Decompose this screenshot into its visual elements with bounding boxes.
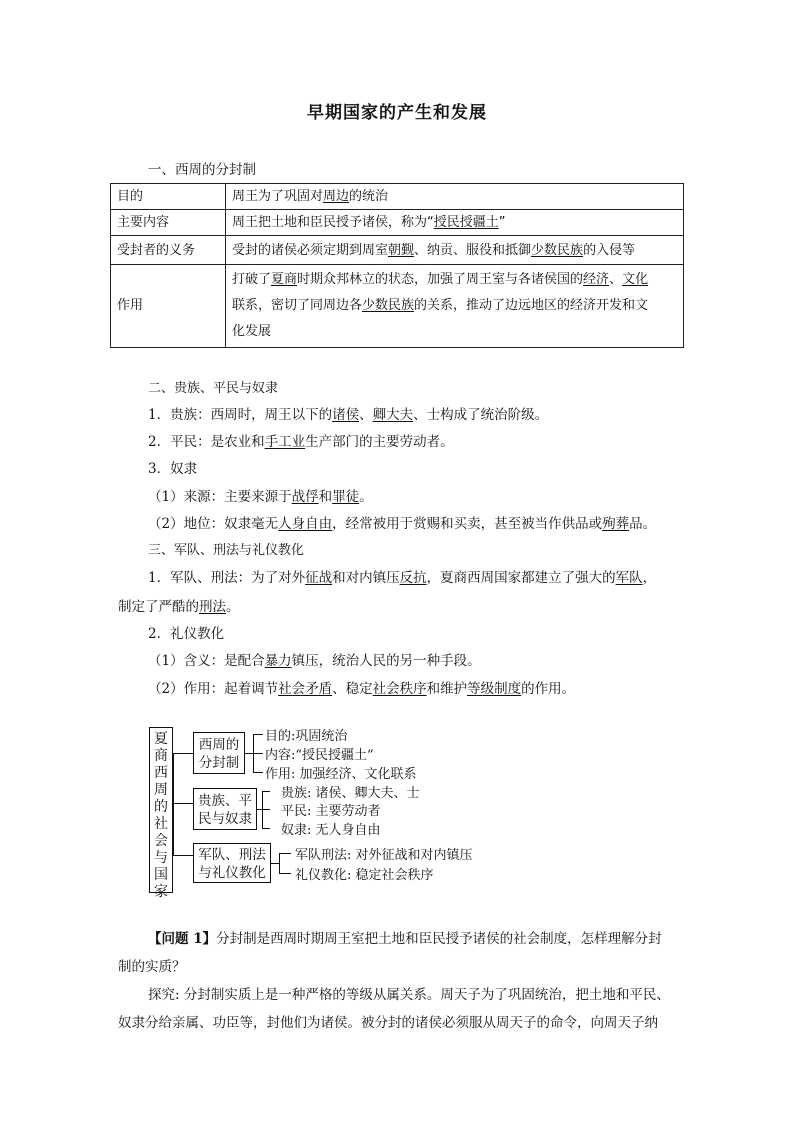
diagram-box-label: 民与奴隶 [198, 811, 252, 827]
paragraph: 2．礼仪教化 [148, 626, 225, 642]
table-value: 受封的诸侯必须定期到周室朝觐、纳贡、服役和抵御少数民族的入侵等 [226, 236, 684, 265]
table-value: 周王把土地和臣民授予诸侯，称为“授民授疆土” [226, 210, 684, 236]
diagram-box-label: 军队、刑法 [198, 847, 266, 863]
connector [253, 753, 263, 754]
diagram-item: 目的:巩固统治 [265, 729, 348, 744]
connector [173, 753, 174, 855]
diagram-box-label: 与礼仪教化 [198, 865, 266, 881]
connector [245, 753, 253, 754]
diagram-box-label: 西周的 [198, 737, 240, 753]
connector [279, 853, 291, 854]
table-key: 受封者的义务 [111, 236, 226, 265]
table-value: 周王为了巩固对周边的统治 [226, 184, 684, 210]
diagram-item: 作用: 加强经济、文化联系 [265, 767, 417, 782]
connector [253, 772, 263, 773]
diagram-item: 军队刑法: 对外征战和对内镇压 [295, 848, 473, 863]
paragraph: 1．军队、刑法：为了对外征战和对内镇压反抗，夏商西周国家都建立了强大的军队， [148, 570, 657, 586]
diagram-item: 礼仪教化: 稳定社会秩序 [295, 868, 434, 883]
paragraph: （2）作用：起着调节社会矛盾、稳定社会秩序和维护等级制度的作用。 [148, 681, 576, 697]
connector [173, 855, 193, 856]
fengjian-table [110, 183, 684, 348]
diagram-item: 平民: 主要劳动者 [281, 804, 381, 819]
section3-heading: 三、军队、刑法与礼仪教化 [148, 543, 305, 558]
diagram-box-classes [193, 788, 257, 830]
connector [262, 791, 270, 792]
paragraph: 制定了严酷的刑法。 [118, 599, 240, 615]
section1-heading: 一、西周的分封制 [148, 162, 256, 178]
connector [262, 809, 270, 810]
paragraph: 2．平民：是农业和手工业生产部门的主要劳动者。 [148, 434, 454, 450]
answer-line2: 奴隶分给亲属、功臣等，封他们为诸侯。被分封的诸侯必须服从周天子的命令，向周天子纳 [118, 1015, 658, 1031]
connector [271, 863, 279, 864]
diagram-root-label: 夏 商 西 周 的 社 会 与 国 家 [154, 731, 168, 900]
question-text: 分封制是西周时期周王室把土地和臣民授予诸侯的社会制度，怎样理解分封 [216, 931, 662, 947]
table-key: 主要内容 [111, 210, 226, 236]
table-key: 作用 [111, 265, 226, 348]
diagram-root-box [149, 727, 173, 900]
connector [279, 873, 291, 874]
diagram-box-label: 分封制 [198, 755, 240, 771]
table-row [111, 184, 684, 210]
diagram-box-fenfeng [193, 732, 245, 774]
paragraph: （1）来源：主要来源于战俘和罪徒。 [148, 489, 373, 505]
diagram-box-army [193, 843, 271, 883]
table-key: 目的 [111, 184, 226, 210]
table-row [111, 265, 684, 348]
connector [173, 803, 193, 804]
diagram-box-label: 贵族、平 [198, 793, 252, 809]
question-label: 【问题 1】 [148, 931, 217, 947]
paragraph: （1）含义：是配合暴力镇压，统治人民的另一种手段。 [148, 653, 481, 669]
connector [173, 753, 193, 754]
paragraph: （2）地位：奴隶毫无人身自由，经常被用于赏赐和买卖，甚至被当作供品或殉葬品。 [148, 516, 657, 532]
connector [279, 853, 280, 873]
paragraph: 1．贵族：西周时，周王以下的诸侯、卿大夫、士构成了统治阶级。 [148, 407, 549, 423]
table-value: 打破了夏商时期众邦林立的状态，加强了周王室与各诸侯国的经济、文化 联系，密切了同周边各少数民族的关系，推动了边远地区的经济开发和文 化发展 [226, 265, 684, 348]
connector [262, 828, 270, 829]
question-line2: 制的实质？ [118, 959, 186, 975]
diagram-item: 贵族: 诸侯、卿大夫、士 [281, 786, 420, 801]
section2-heading: 二、贵族、平民与奴隶 [148, 381, 279, 396]
table-row [111, 210, 684, 236]
question-line1 [148, 927, 662, 947]
diagram-item: 内容:“授民授疆土” [265, 748, 374, 763]
paragraph: 3．奴隶 [148, 461, 198, 477]
connector [253, 734, 263, 735]
answer-line1: 探究: 分封制实质上是一种严格的等级从属关系。周天子为了巩固统治，把土地和平民、 [148, 987, 670, 1003]
table-row [111, 236, 684, 265]
page-title: 早期国家的产生和发展 [307, 103, 487, 123]
diagram-item: 奴隶: 无人身自由 [281, 823, 381, 838]
